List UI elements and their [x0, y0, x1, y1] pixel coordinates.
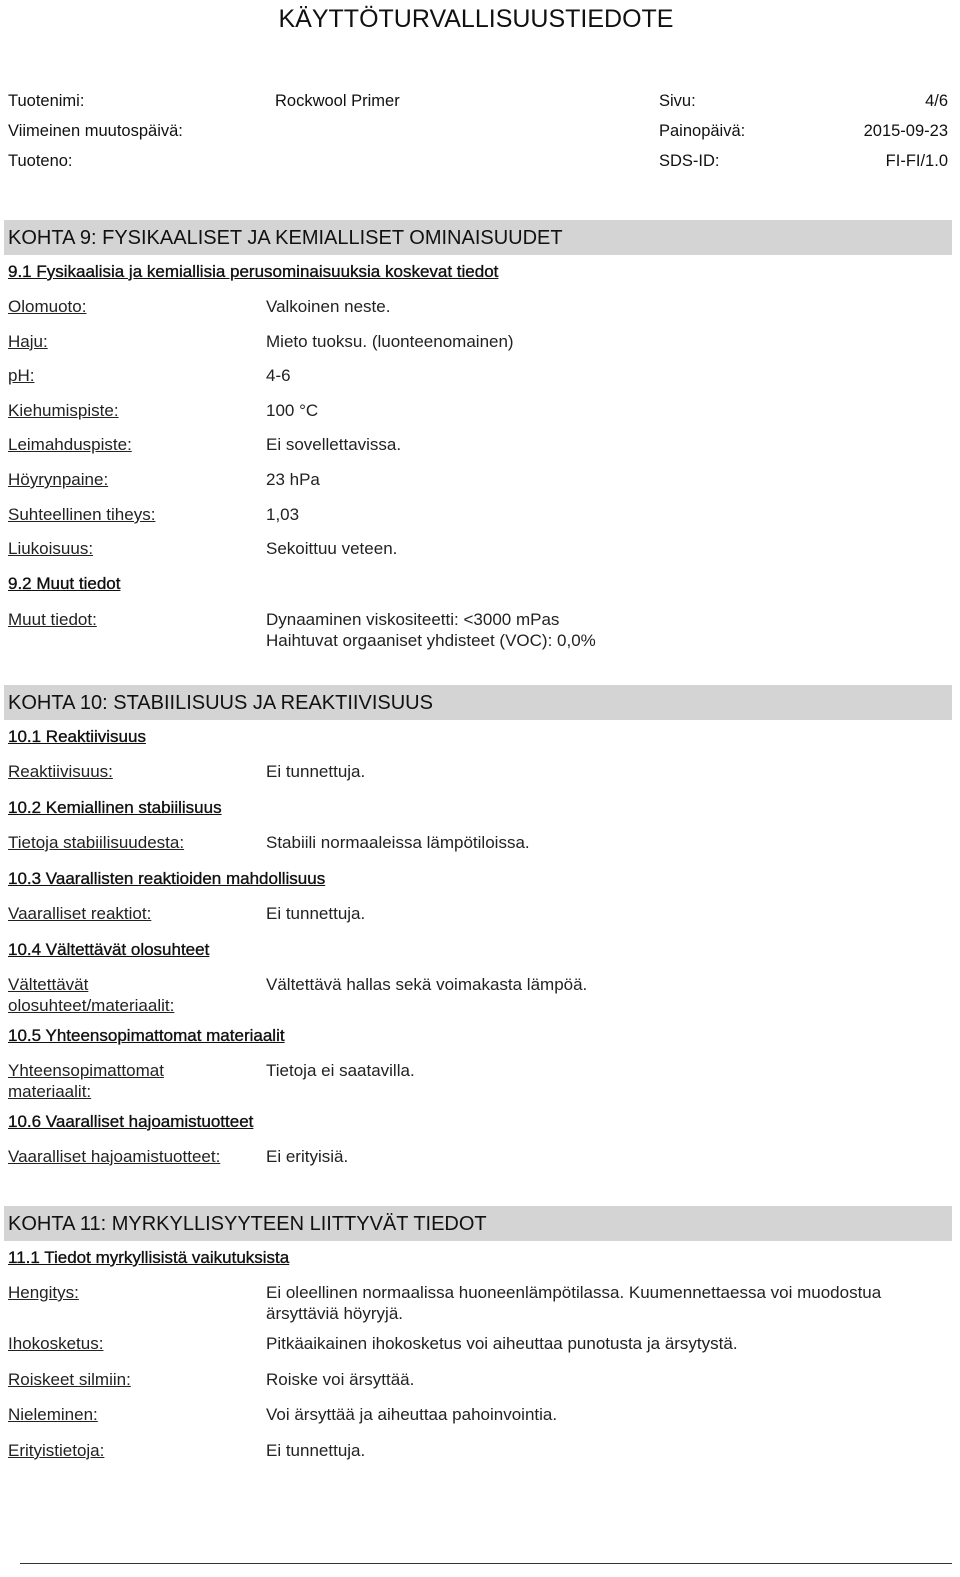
- sds-id-label: SDS-ID:: [659, 152, 720, 170]
- product-name-label: Tuotenimi:: [8, 92, 85, 110]
- section-11-header: [4, 1206, 952, 1241]
- vapor-pressure-label: Höyrynpaine:: [8, 470, 109, 489]
- section-10-6-heading: 10.6 Vaaralliset hajoamistuotteet: [8, 1112, 254, 1131]
- appearance-value: Valkoinen neste.: [266, 297, 391, 316]
- product-no-label: Tuoteno:: [8, 152, 73, 170]
- vapor-pressure-value: 23 hPa: [266, 470, 320, 489]
- section-10-5-heading: 10.5 Yhteensopimattomat materiaalit: [8, 1026, 285, 1045]
- solubility-label: Liukoisuus:: [8, 539, 94, 558]
- flash-point-value: Ei sovellettavissa.: [266, 435, 402, 454]
- decomposition-products-label: Vaaralliset hajoamistuotteet:: [8, 1147, 221, 1166]
- special-info-label: Erityistietoja:: [8, 1441, 105, 1460]
- section-10-2-heading: 10.2 Kemiallinen stabiilisuus: [8, 798, 222, 817]
- boiling-point-value: 100 °C: [266, 401, 319, 420]
- decomposition-products-value: Ei erityisiä.: [266, 1147, 349, 1166]
- ph-value: 4-6: [266, 366, 291, 385]
- sds-id: FI-FI/1.0: [885, 152, 948, 170]
- flash-point-label: Leimahduspiste:: [8, 435, 132, 454]
- solubility-value: Sekoittuu veteen.: [266, 539, 398, 558]
- hazardous-reactions-value: Ei tunnettuja.: [266, 904, 366, 923]
- special-info-value: Ei tunnettuja.: [266, 1441, 366, 1460]
- incompatible-materials-label: Yhteensopimattomat materiaalit:: [8, 1061, 164, 1101]
- section-11-title: KOHTA 11: MYRKYLLISYYTEEN LIITTYVÄT TIEDOT: [8, 1213, 487, 1235]
- inhalation-value: Ei oleellinen normaalissa huoneenlämpötilassa. Kuumennettaessa voi muodostua ärsyttäviä höyryjä.: [266, 1283, 882, 1323]
- page-number: 4/6: [925, 92, 948, 110]
- section-9-title: KOHTA 9: FYSIKAALISET JA KEMIALLISET OMINAISUUDET: [8, 227, 563, 249]
- reactivity-value: Ei tunnettuja.: [266, 762, 366, 781]
- print-date-label: Painopäivä:: [659, 122, 746, 140]
- section-9-2-heading: 9.2 Muut tiedot: [8, 574, 121, 593]
- voc-value: Haihtuvat orgaaniset yhdisteet (VOC): 0,0%: [266, 631, 596, 650]
- product-name: Rockwool Primer: [275, 92, 400, 110]
- appearance-label: Olomuoto:: [8, 297, 87, 316]
- skin-contact-label: Ihokosketus:: [8, 1334, 104, 1353]
- stability-value: Stabiili normaaleissa lämpötiloissa.: [266, 833, 530, 852]
- section-10-header: [4, 685, 952, 720]
- boiling-point-label: Kiehumispiste:: [8, 401, 119, 420]
- section-10-3-heading: 10.3 Vaarallisten reaktioiden mahdollisuus: [8, 869, 326, 888]
- ingestion-label: Nieleminen:: [8, 1405, 98, 1424]
- section-10-1-heading: 10.1 Reaktiivisuus: [8, 727, 146, 746]
- hazardous-reactions-label: Vaaralliset reaktiot:: [8, 904, 152, 923]
- section-9-header: [4, 220, 952, 255]
- incompatible-materials-value: Tietoja ei saatavilla.: [266, 1061, 415, 1080]
- conditions-to-avoid-label: Vältettävät olosuhteet/materiaalit:: [8, 975, 175, 1015]
- reactivity-label: Reaktiivisuus:: [8, 762, 113, 781]
- section-9-1-heading: 9.1 Fysikaalisia ja kemiallisia perusominaisuuksia koskevat tiedot: [8, 262, 499, 281]
- section-10-4-heading: 10.4 Vältettävät olosuhteet: [8, 940, 210, 959]
- relative-density-value: 1,03: [266, 505, 300, 524]
- section-11-1-heading: 11.1 Tiedot myrkyllisistä vaikutuksista: [8, 1248, 290, 1267]
- document-title: KÄYTTÖTURVALLISUUSTIEDOTE: [278, 5, 674, 33]
- other-info-label: Muut tiedot:: [8, 610, 97, 629]
- footer-rule: [20, 1563, 952, 1564]
- conditions-to-avoid-value: Vältettävä hallas sekä voimakasta lämpöä.: [266, 975, 588, 994]
- relative-density-label: Suhteellinen tiheys:: [8, 505, 156, 524]
- skin-contact-value: Pitkäaikainen ihokosketus voi aiheuttaa punotusta ja ärsytystä.: [266, 1334, 738, 1353]
- odor-label: Haju:: [8, 332, 48, 351]
- section-10-title: KOHTA 10: STABIILISUUS JA REAKTIIVISUUS: [8, 692, 433, 714]
- viscosity-value: Dynaaminen viskositeetti: <3000 mPas: [266, 610, 560, 629]
- page-label: Sivu:: [659, 92, 696, 110]
- ingestion-value: Voi ärsyttää ja aiheuttaa pahoinvointia.: [266, 1405, 558, 1424]
- stability-label: Tietoja stabiilisuudesta:: [8, 833, 185, 852]
- ph-label: pH:: [8, 366, 35, 385]
- eye-contact-value: Roiske voi ärsyttää.: [266, 1370, 415, 1389]
- print-date: 2015-09-23: [863, 122, 948, 140]
- last-modified-label: Viimeinen muutospäivä:: [8, 122, 183, 140]
- inhalation-label: Hengitys:: [8, 1283, 79, 1302]
- odor-value: Mieto tuoksu. (luonteenomainen): [266, 332, 514, 351]
- eye-contact-label: Roiskeet silmiin:: [8, 1370, 131, 1389]
